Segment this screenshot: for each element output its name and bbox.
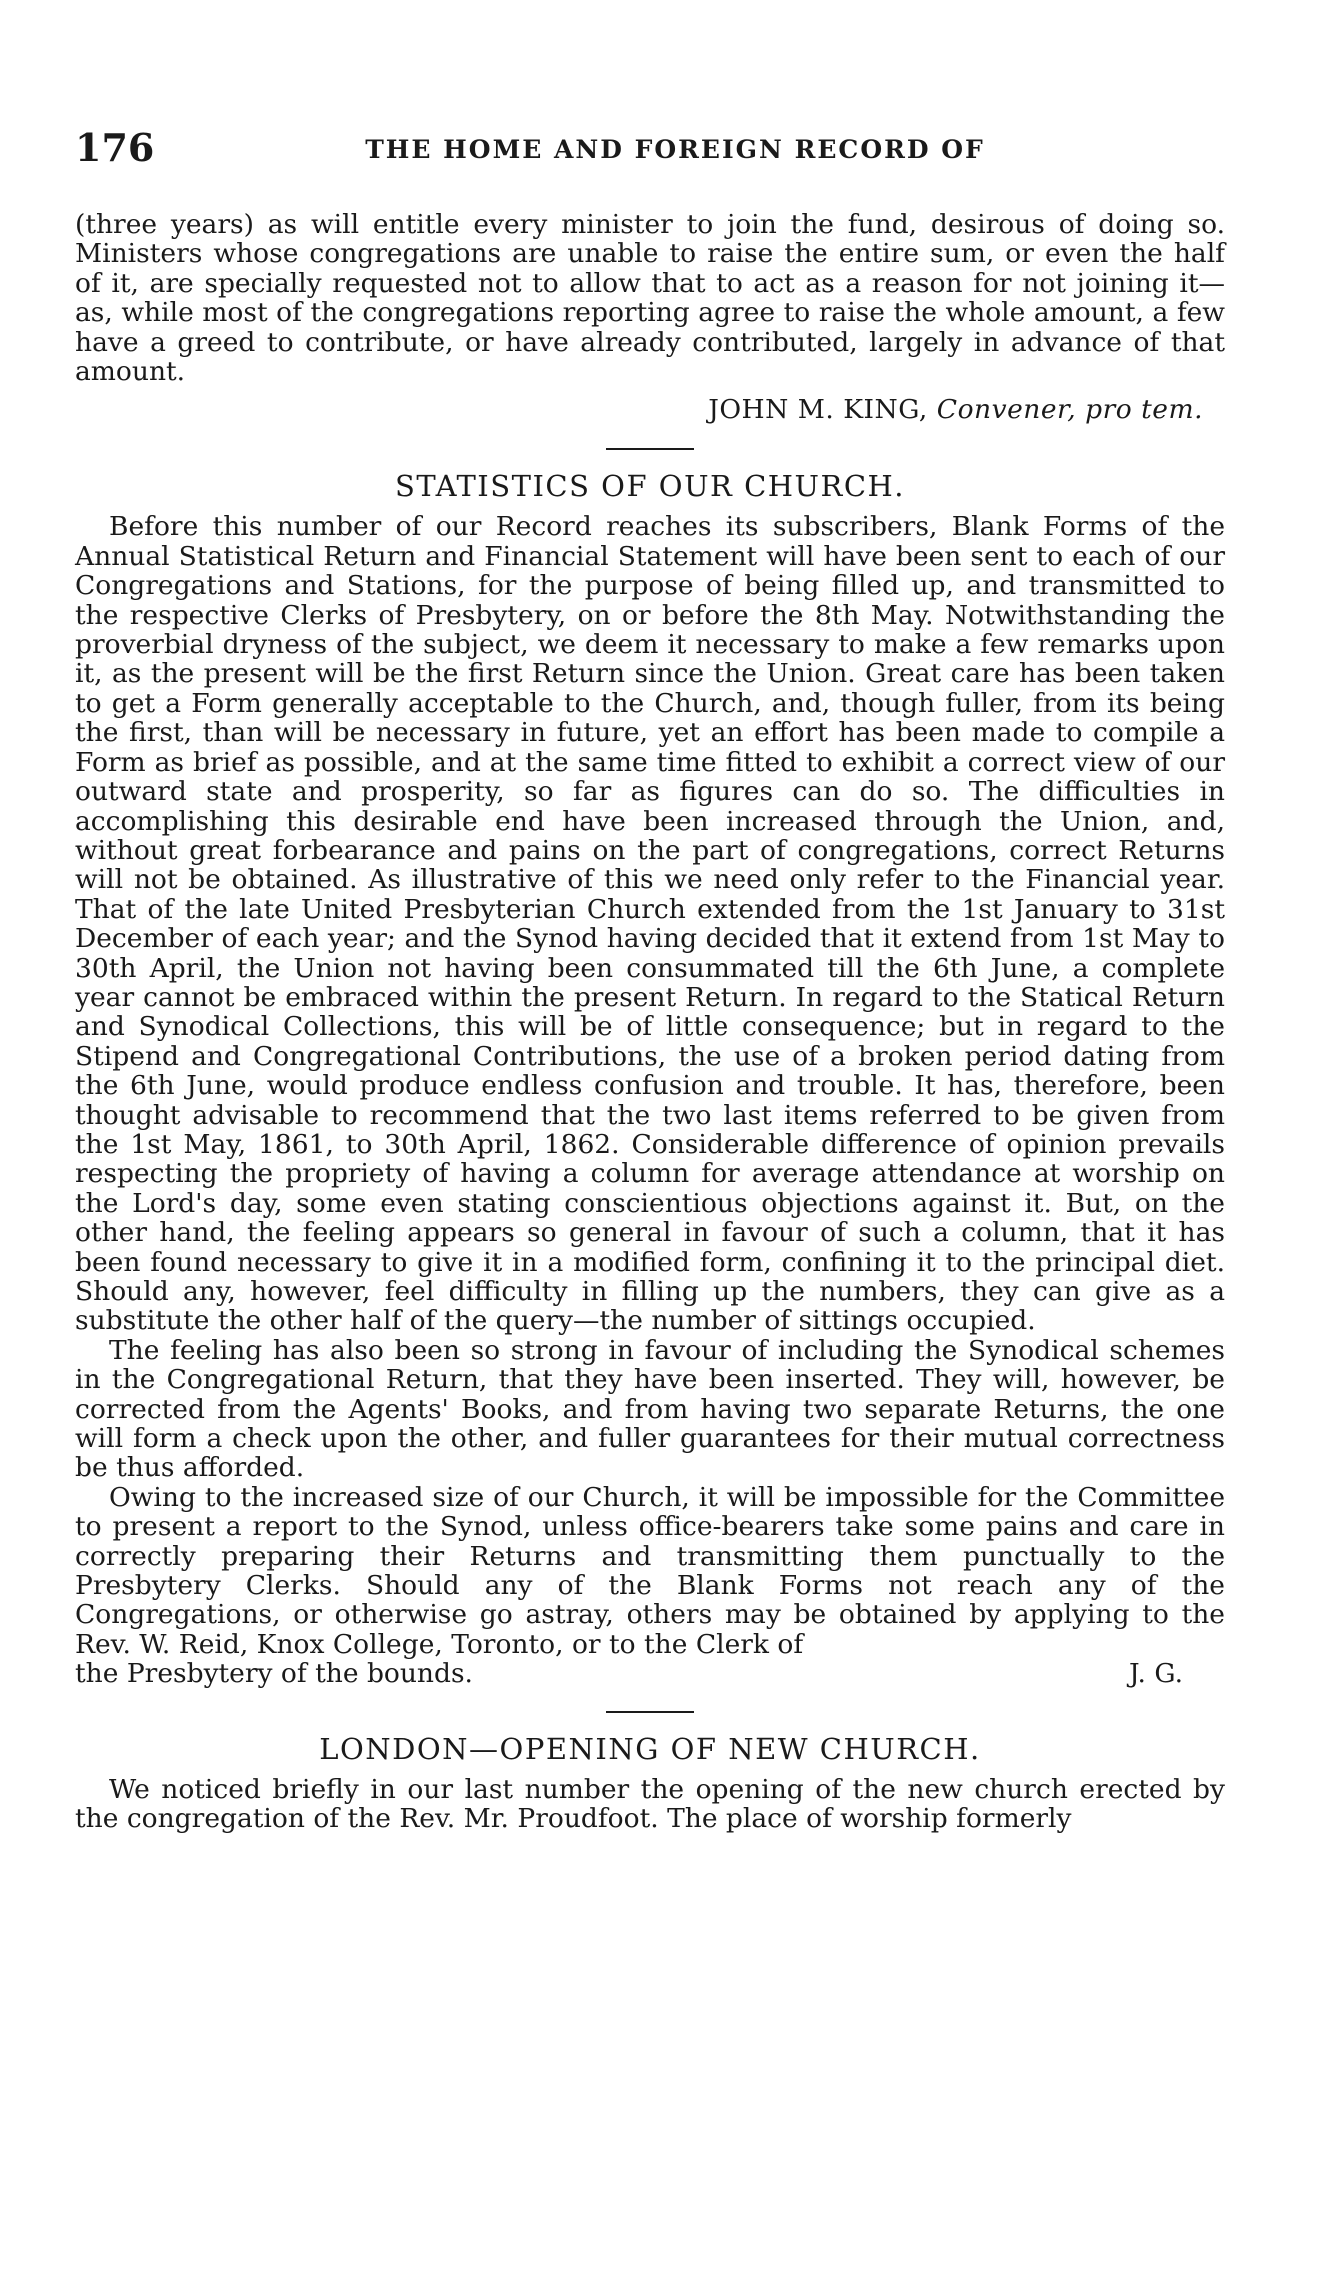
london-heading: LONDON—OPENING OF NEW CHURCH. — [319, 1731, 981, 1766]
continuation-paragraph: (three years) as will entitle every minister to join the fund, desirous of doing so. Ministers whose congregations are unable to raise the entire sum, or even the half of it, are specially requested not to allow that to act as a reason for not joining it—as, while most of the congregations reporting agree to raise the whole amount, a few have a greed to contribute, or have already contributed, largely in advance of that amount. — [75, 209, 1225, 388]
signature-name: JOHN M. KING, — [708, 394, 928, 426]
statistics-paragraph-3: Owing to the increased size of our Church, it will be impossible for the Committee to present a report to the Synod, unless office-bearers take some pains and care in correctly preparing their Returns and transmitting them punctually to the Presbytery Clerks. Should any of the Blank Forms not reach any of the Congregations, or otherwise go astray, others may be obtained by applying to the Rev. W. Reid, Knox College, Toronto, or to the Clerk of — [75, 1481, 1225, 1660]
statistics-paragraph-3-last-line — [75, 1659, 1225, 1688]
last-line-text: the Presbytery of the bounds. — [75, 1658, 473, 1690]
section-divider — [606, 448, 694, 450]
statistics-heading: STATISTICS OF OUR CHURCH. — [394, 469, 906, 504]
statistics-paragraph-1: Before this number of our Record reaches its subscribers, Blank Forms of the Annual Statistical Return and Financial Statement will have been sent to each of our Congregations and Stations, for the purpose of being filled up, and transmitted to the respective Clerks of Presbytery, on or before the 8th May. Notwithstanding the proverbial dryness of the subject, we deem it necessary to make a few remarks upon it, as the present will be the first Return since the Union. Great care has been taken to get a Form generally acceptable to the Church, and, though fuller, from its being the first, than will be necessary in future, yet an effort has been made to compile a Form as brief as possible, and at the same time fitted to exhibit a correct view of our outward state and prosperity, so far as figures can do so. The difficulties in accomplishing this desirable end have been increased through the Union, and, without great forbearance and pains on the part of congregations, correct Returns will not be obtained. As illustrative of this we need only refer to the Financial year. That of the late United Presbyterian Church extended from the 1st January to 31st December of each year; and the Synod having decided that it extend from 1st May to 30th April, the Union not having been consummated till the 6th June, a complete year cannot be embraced within the present Return. In regard to the Statical Return and Synodical Collections, this will be of little consequence; but in regard to the Stipend and Congregational Contributions, the use of a broken period dating from the 6th June, would produce endless confusion and trouble. It has, therefore, been thought advisable to recommend that the two last items referred to be given from the 1st May, 1861, to 30th April, 1862. Considerable difference of opinion prevails respecting the propriety of having a column for average attendance at worship on the Lord's day, some even stating conscientious objections against it. But, on the other hand, the feeling appears so general in favour of such a column, that it has been found necessary to give it in a modified form, confining it to the principal diet. Should any, however, feel difficulty in filling up the numbers, they can give as a substitute the other half of the query—the number of sittings occupied. — [75, 511, 1225, 1337]
signature-role: Convener, pro tem. — [936, 394, 1203, 426]
section-divider — [606, 1711, 694, 1713]
page-header — [75, 125, 1225, 170]
london-paragraph-1: We noticed briefly in our last number the opening of the new church erected by the congregation of the Rev. Mr. Proudfoot. The place of worship formerly — [75, 1773, 1225, 1835]
page-number: 176 — [75, 125, 155, 170]
signature — [75, 394, 1225, 426]
running-head: THE HOME AND FOREIGN RECORD OF — [365, 135, 985, 164]
statistics-paragraph-2: The feeling has also been so strong in favour of including the Synodical schemes in the Congregational Return, that they have been inserted. They will, however, be corrected from the Agents' Books, and from having two separate Returns, the one will form a check upon the other, and fuller guarantees for their mutual correctness be thus afforded. — [75, 1334, 1225, 1484]
page-body — [75, 210, 1225, 1834]
author-initials: J. G. — [1128, 1658, 1183, 1690]
